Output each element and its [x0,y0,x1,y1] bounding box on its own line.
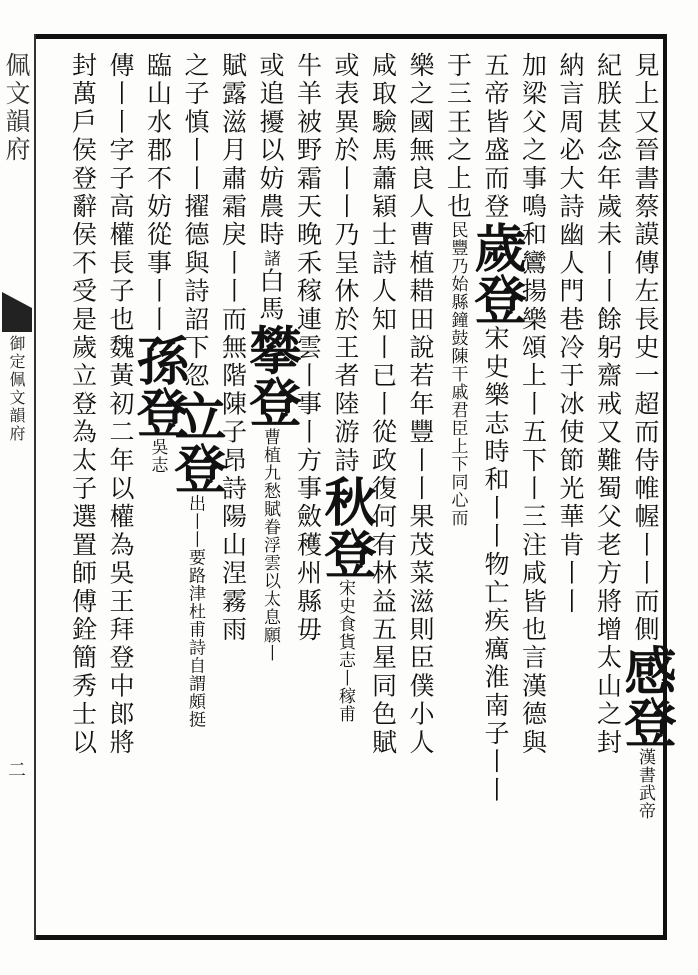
body-text: 傳丨丨字子高權長子也魏黃初二年以權為吳王拜登中郎將 [106,52,135,757]
body-text: 牛羊被野霜天晚禾稼連雲丨事丨方事斂穫州縣毋 [293,52,323,645]
bottom-border-rule [36,935,666,940]
annotation-text: 曹植九愁賦眷浮雲以太息願丨 [260,427,280,662]
text-column [516,52,550,930]
right-border-rule [663,34,667,940]
body-text: 咸取驗馬蕭穎士詩人知丨已丨從政復何有林益五星同色賦 [368,52,398,757]
text-column [591,52,625,930]
body-text: 納言周必大詩幽人門巷冷于冰使節光華肯丨丨 [556,52,585,616]
body-text: 樂之國無良人曹植耤田說若年豐丨丨果茂菜滋則臣僕小人 [406,52,435,757]
text-column [403,52,437,930]
annotation-text: 漢書武帝 [635,748,655,821]
headword: 感登 [615,644,676,749]
body-text: 紀朕甚念年歲未丨丨餘躬齋戒又難蜀父老方將增太山之封 [593,52,623,757]
text-column [165,52,226,930]
annotation-text: 出丨丨要路津杜甫詩自謂頗挺 [185,494,205,729]
body-text: 或表異於丨丨乃呈休於王者陸游詩 [331,52,360,475]
headword: 歲登 [465,221,526,326]
fold-edge-truncated-text: 佩文韻府 [2,52,31,164]
text-column [315,52,376,930]
text-column [441,52,475,930]
text-column [553,52,587,930]
headword: 秋登 [315,475,376,579]
headword: 攀登 [240,323,301,428]
body-text: 賦露滋月肅霜戾丨丨而無階陳子昂詩陽山涅霧雨 [218,52,248,645]
headword: 孫登 [127,334,189,438]
body-text: 封萬戶侯登辭侯不受是歲立登為太子選置師傅銓簡秀士以 [68,52,98,757]
fold-line [34,34,36,940]
annotation-text: 民豐乃始縣鐘鼓陳干戚君臣上下同心而 [447,221,468,528]
body-text: 白馬 [256,267,285,324]
text-column [66,52,100,930]
text-column [615,52,676,930]
text-column [291,52,325,930]
body-text: 于三王之上也 [443,52,473,222]
body-text: 或追擾以妨農時 [256,52,285,250]
body-text: 宋史樂志時和丨丨物亡疾癘淮南子丨丨 [481,325,510,805]
text-column [240,52,301,930]
headword: 立登 [165,390,226,495]
text-column [465,52,526,930]
body-text: 加梁父之事鳴和鸞揚樂頌上丨五下丨三注咸皆也言漢德與 [518,52,548,757]
body-text: 臨山水郡不妨從事丨丨 [143,52,173,334]
text-column [103,52,137,930]
body-text: 五帝皆盛而登 [481,52,510,222]
body-text: 見上又晉書蔡謨傳左長史一超而侍帷幄丨丨而側 [631,52,660,645]
book-title: 御定佩文韻府 [7,335,26,443]
body-text: 之子慎丨丨擢德與詩詔下忽 [181,52,210,391]
annotation-text: 宋史食貨志丨稼甫 [335,579,355,723]
text-column [127,52,189,930]
annotation-text: 吳志 [147,438,168,474]
page-number: 二 [5,760,26,778]
top-border-rule [36,34,666,39]
annotation-text: 諸 [260,249,280,268]
